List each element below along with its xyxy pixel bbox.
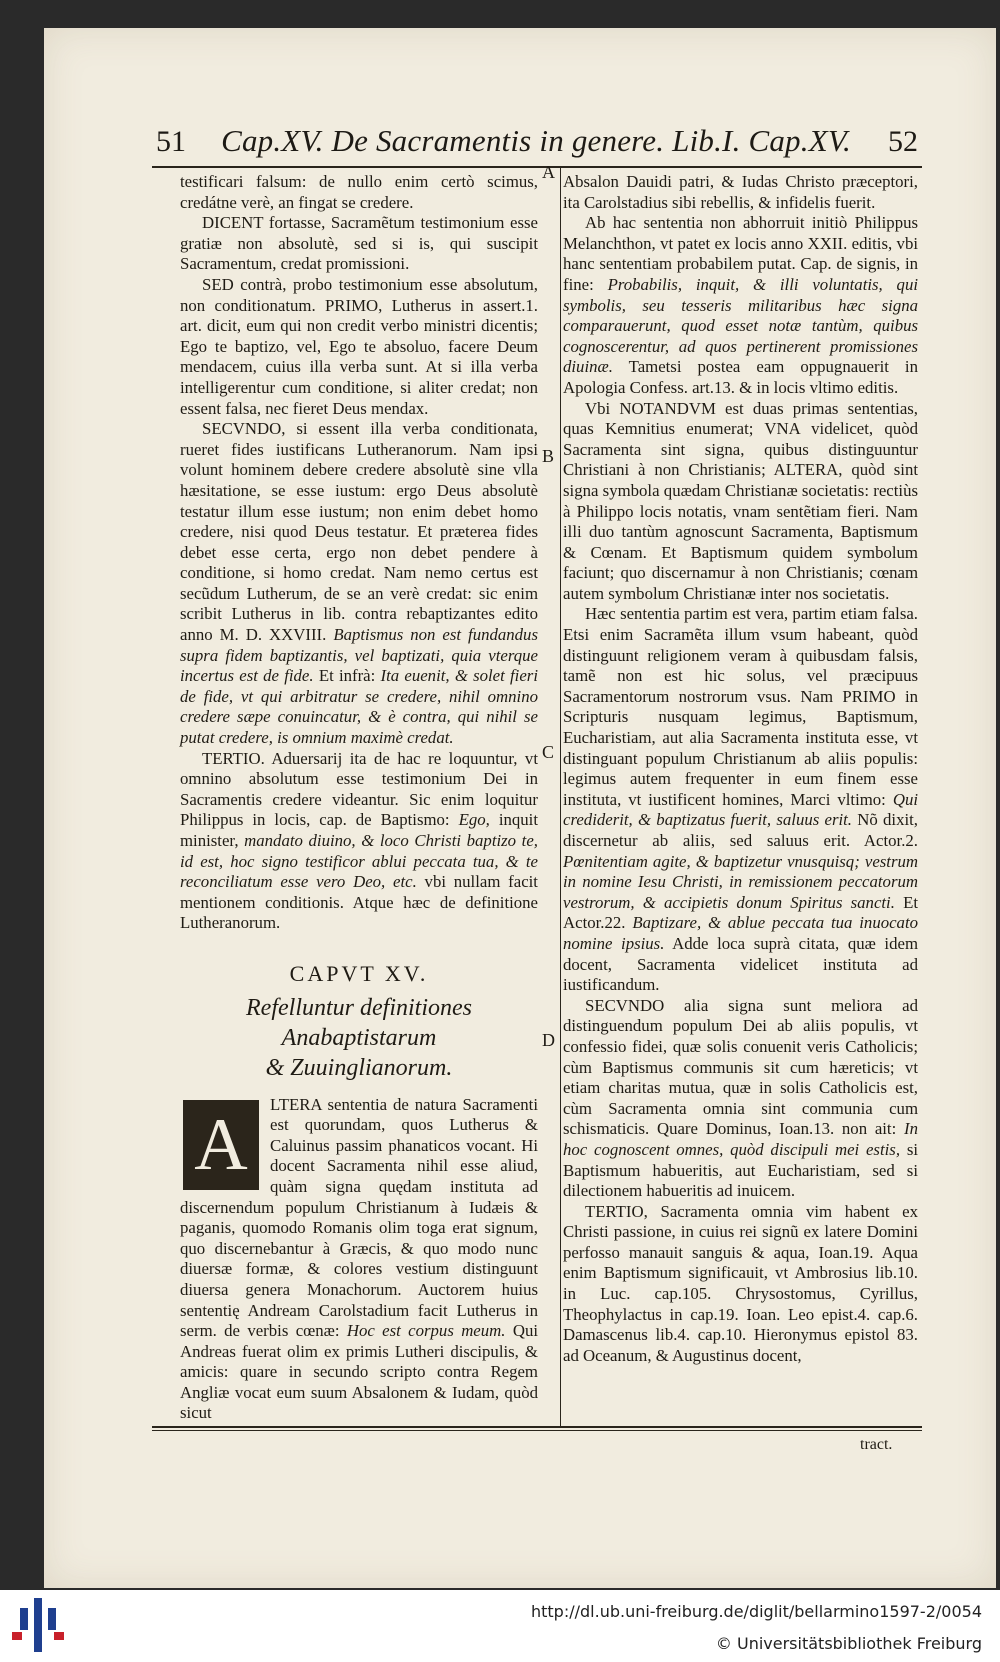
margin-letter-b: B (542, 446, 555, 466)
page-number-left: 51 (156, 125, 186, 158)
library-logo-icon[interactable] (12, 1598, 64, 1652)
paragraph: SECVNDO alia signa sunt meliora ad distinguendum populum Dei ab aliis populis, vt confessio fidei, quæ solis conuenit veris Catholicis; cùm Baptismus communis sit cum hæreticis; vt etiam charitas mutua, quæ in solis Catholicis est, cùm Sacramenta omnia sint communia cum schismaticis. Quare Dominus, Ioan.13. non ait: In hoc cognoscent omnes, quòd discipuli mei estis, si Baptismum habueritis, aut Eucharistiam, sed si dilectionem habueritis ad inuicem. (563, 995, 919, 1201)
catchword: tract. (860, 1436, 893, 1453)
column-divider (560, 166, 561, 1428)
drop-cap: A (180, 1097, 262, 1193)
chapter-title: Refelluntur definitiones Anabaptistarum & Zuuinglianorum. (246, 994, 472, 1081)
paragraph: TERTIO. Aduersarij ita de hac re loquuntur, vt omnino absolutum esse testimonium Dei in Sacramentis credere videantur. Sic enim loquitur Philippus in locis, cap. de Baptismo: Ego, inquit minister, mandato diuino, & loco Christi baptizo te, id est, hoc signo testificor ablui peccata tua, & te reconciliatum esse vero Deo, etc. vbi nullam facit mentionem conditionis. Atque hæc de definitione Lutheranorum. (180, 748, 539, 933)
document-url-link[interactable]: http://dl.ub.uni-freiburg.de/diglit/bellarmino1597-2/0054 (530, 1602, 982, 1621)
copyright-notice: © Universitätsbibliothek Freiburg (715, 1634, 982, 1653)
paragraph: Absalon Dauidi patri, & Iudas Christo præceptori, ita Carolstadius sibi rebellis, & infidelis fuerit. (563, 172, 918, 212)
left-column (180, 172, 538, 1424)
paragraph: Ab hac sententia non abhorruit initiò Philippus Melanchthon, vt patet ex locis anno XXII. editis, vbi hanc sententiam probabilem putat. Cap. de signis, in fine: Probabilis, inquit, & illi voluntatis, qui symbolis, seu tesseris militaribus hæc signa comparauerunt, quod esset notæ tantùm, quibus cognoscerentur, ad quos pertinerent promissiones diuinæ. Tametsi postea eam oppugnauerit in Apologia Confess. art.13. & in locis vltimo editis. (563, 213, 919, 397)
chapter-heading: CAPVT XV. (289, 960, 429, 986)
paragraph: testificari falsum: de nullo enim certò scimus, credátne verè, an fingat se credere. (180, 172, 538, 212)
frame-rule (152, 1430, 922, 1431)
right-column (563, 172, 918, 1366)
viewer-footer (0, 1590, 1000, 1662)
paragraph: TERTIO, Sacramenta omnia vim habent ex Christi passione, in cuius rei signũ ex latere Domini perfosso manauit sanguis & aqua, Ioan.19. Aqua enim Baptismum significauit, vt Ambrosius lib.10. in Luc. cap.105. Chrysostomus, Cyrillus, Theophylactus in cap.19. Ioan. Leo epist.4. cap.6. Damascenus lib.4. cap.10. Hieronymus epistol 83. ad Oceanum, & Augustinus docent, (563, 1201, 918, 1365)
running-title: Cap.XV. De Sacramentis in genere. Lib.I. Cap.XV. (221, 123, 851, 158)
paragraph: SECVNDO, si essent illa verba conditionata, rueret fides iustificans Lutheranorum. Nam ipsi volunt hominem debere credere absolutè sine vlla hæsitatione, se esse iustum: ergo Deus absolutè testatur illum esse iustum; non enim debet homo credere, nisi quod Deus testatur. Et præterea fides debet esse certa, ergo non debet pendere à conditione, si homo credat. Nam nemo certus est secũdum Lutherum, de se an verè credat: sic enim scribit Lutherus in lib. contra rebaptizantes edito anno M. D. XXVIII. Baptismus non est fundandus supra fidem baptizantis, vel baptizati, quia vterque incertus est de fide. Et infrà: Ita euenit, & solet fieri de fide, vt qui arbitratur se credere, nihil omnino credere sæpe conuincatur, & è contra, qui nihil se putat credere, is omnium maximè credat. (180, 419, 538, 748)
page-number-right: 52 (888, 125, 918, 158)
paragraph: Vbi NOTANDVM est duas primas sententias, quas Kemnitius enumerat; VNA videlicet, quòd Sacramenta sint signa, quibus distinguuntur Christiani à non Christianis; ALTERA, quòd sint signa symbola quædam Christianæ societatis: rectiùs à Philippo locis notatis, vnam sentẽtiam fieri. Nam illi duo tantùm agnoscunt Sacramenta, Baptismum & Cœnam. Et Baptismum quidem symbolum faciunt; quo discernamur à non Christianis; cœnam autem symbolum Christianæ inter nos societatis. (563, 398, 918, 603)
paragraph: DICENT fortasse, Sacramẽtum testimonium esse gratiæ non absolutè, sed si is, qui suscipit Sacramentum, credat promissioni. (180, 213, 538, 274)
paragraph: A LTERA sententia de natura Sacramenti est quorundam, quos Lutherus & Caluinus passim phanaticos vocant. Hi docent Sacramenta nihil esse aliud, quàm signa quędam instituta ad discernendum populum Christianum à Iudæis & paganis, quomodo Romanis olim toga erat signum, quo discernebantur à Græcis, & quo modo nunc diuersæ formæ, & colores vestium distinguunt diuersa genera Monachorum. Auctorem huius sententię Andream Carolstadium facit Lutherus in serm. de verbis cœnæ: Hoc est corpus meum. Qui Andreas fuerat olim ex primis Lutheri discipulis, & amicis: quare in secundo scripto contra Regem Angliæ vocat eum suum Absalonem & Iudam, quòd sicut (180, 1094, 538, 1423)
margin-letter-c: C (542, 742, 555, 762)
margin-letter-d: D (542, 1030, 555, 1050)
paragraph: Hæc sententia partim est vera, partim etiam falsa. Etsi enim Sacramẽta illum vsum habeant, quòd distinguunt religionem veram à quibusdam falsis, tamẽ non est hic solus, vel præcipuus Sacramentorum nostrorum vsus. Nam PRIMO in Scripturis nusquam legimus, Baptismum, Eucharistiam, aut alia Sacramenta instituta esse, vt distinguant populum Christianum ab aliis populis: legimus autem frequenter in eum finem esse instituta, vt iustificent homines, Marci vltimo: Qui crediderit, & baptizatus fuerit, saluus erit. Nõ dixit, discernetur ab aliis, sed saluus erit. Actor.2. Pœnitentiam agite, & baptizetur vnusquisq; vestrum in nomine Iesu Christi, in remissionem peccatorum vestrorum, & accipietis donum Spiritus sancti. Et Actor.22. Baptizare, & ablue peccata tua inuocato nomine ipsius. Adde loca suprà citata, quæ idem docent, Sacramenta videlicet instituta ad iustificandum. (563, 604, 919, 995)
paragraph: SED contrà, probo testimonium esse absolutum, non conditionatum. PRIMO, Lutherus in assert.1. art. dicit, eum qui non credit verbo ministri dicentis; Ego te baptizo, vel, Ego te absoluo, facere Deum mendacem, cuius illa verba sunt. At si illa verba intelligerentur cum conditione, si aliter credat; non essent falsa, nec fieret Deus mendax. (180, 274, 538, 418)
page-header (150, 121, 922, 165)
margin-letter-a: A (542, 162, 555, 182)
